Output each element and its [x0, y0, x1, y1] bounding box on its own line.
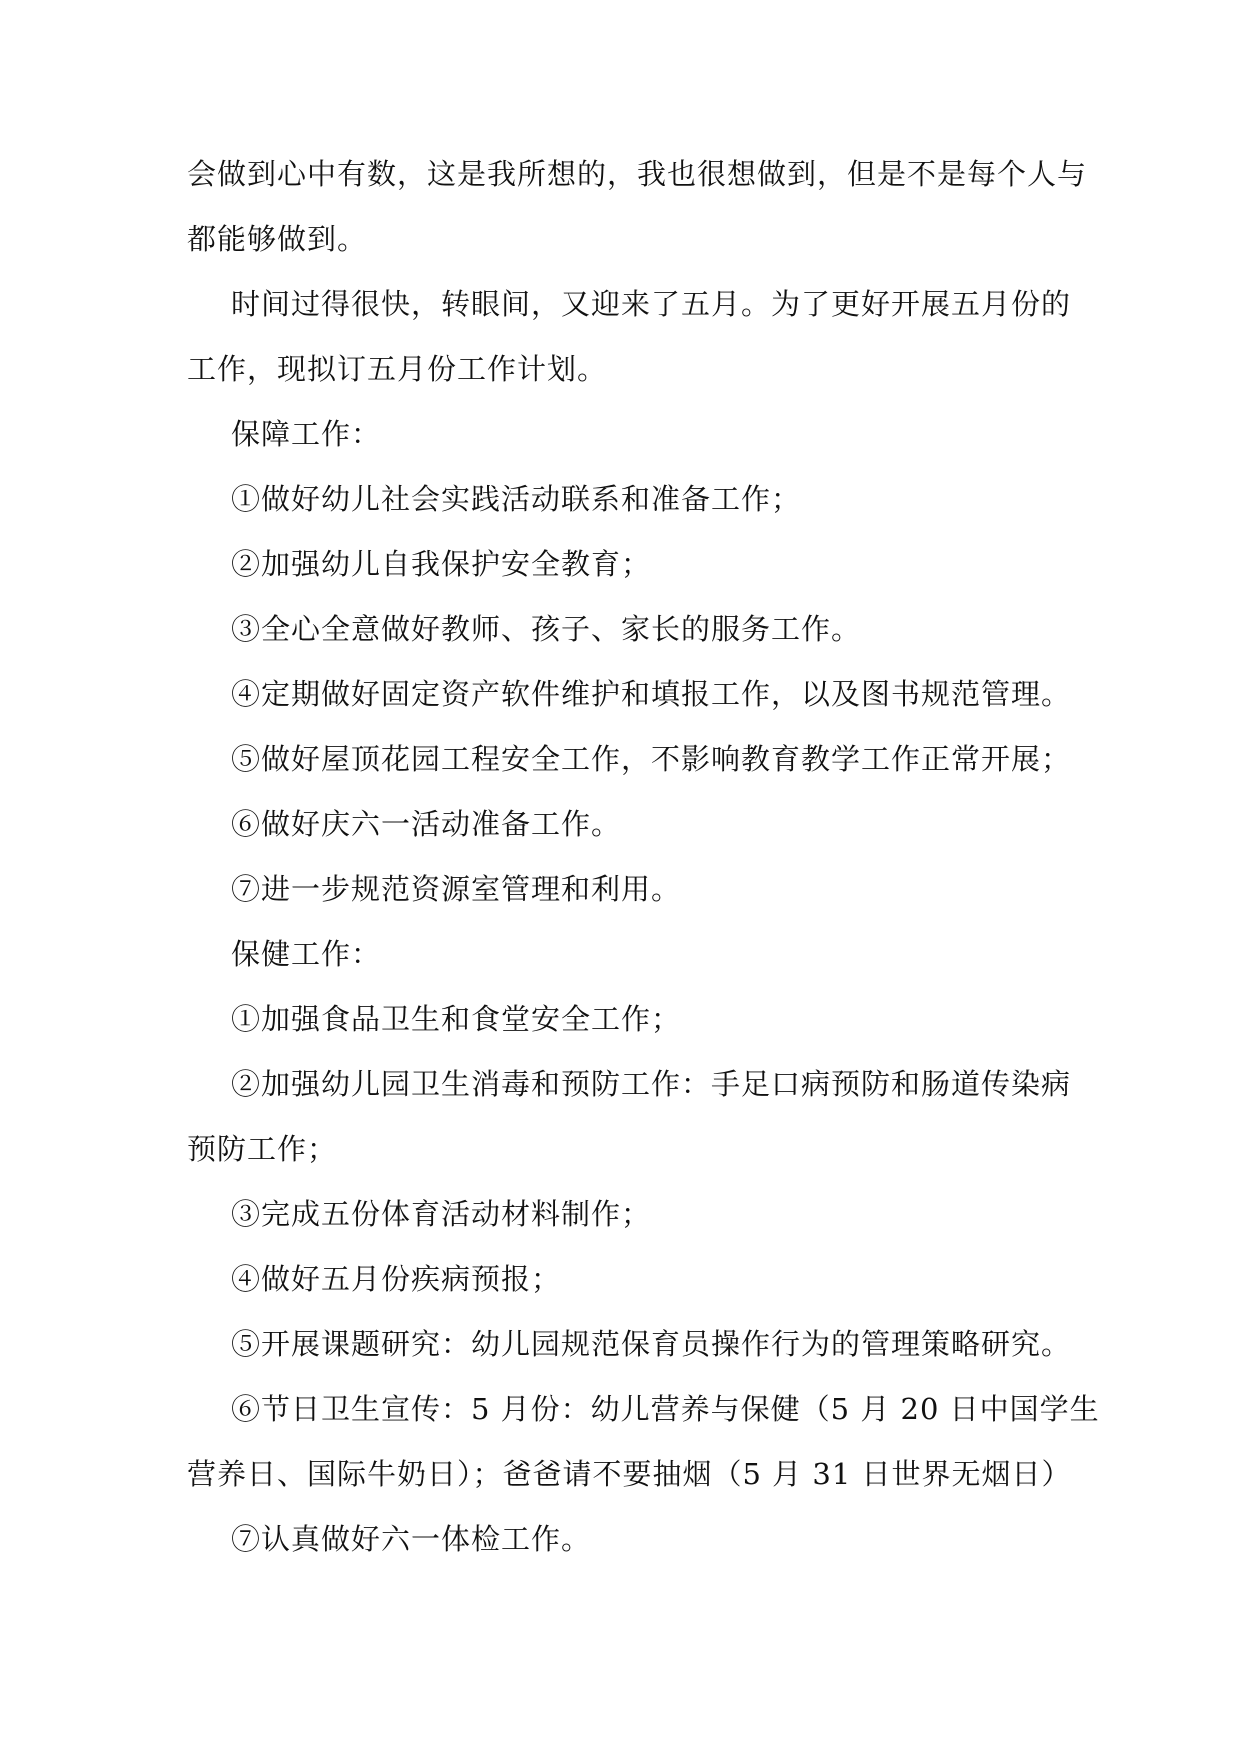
- section-heading: 保健工作：: [231, 937, 382, 971]
- list-item: ⑦进一步规范资源室管理和利用。: [231, 872, 682, 906]
- list-item-continuation: 预防工作；: [187, 1132, 338, 1166]
- list-item: ②加强幼儿园卫生消毒和预防工作：手足口病预防和肠道传染病: [231, 1067, 1072, 1101]
- list-item: ③全心全意做好教师、孩子、家长的服务工作。: [231, 612, 862, 646]
- list-item: ⑤做好屋顶花园工程安全工作，不影响教育教学工作正常开展；: [231, 742, 1072, 776]
- paragraph-line: 都能够做到。: [187, 222, 368, 256]
- list-item: ⑥节日卫生宣传：5 月份：幼儿营养与保健（5 月 20 日中国学生: [231, 1392, 1100, 1426]
- list-item-continuation: 营养日、国际牛奶日）；爸爸请不要抽烟（5 月 31 日世界无烟日）: [187, 1457, 1072, 1491]
- list-item: ①加强食品卫生和食堂安全工作；: [231, 1002, 682, 1036]
- list-item: ⑤开展课题研究：幼儿园规范保育员操作行为的管理策略研究。: [231, 1327, 1072, 1361]
- document-body: [187, 156, 1100, 1586]
- list-item: ④做好五月份疾病预报；: [231, 1262, 562, 1296]
- list-item: ⑥做好庆六一活动准备工作。: [231, 807, 622, 841]
- section-heading: 保障工作：: [231, 417, 382, 451]
- paragraph-line: 时间过得很快，转眼间，又迎来了五月。为了更好开展五月份的: [231, 287, 1072, 321]
- paragraph-line: 会做到心中有数，这是我所想的，我也很想做到，但是不是每个人与: [187, 157, 1088, 191]
- list-item: ①做好幼儿社会实践活动联系和准备工作；: [231, 482, 802, 516]
- list-item: ②加强幼儿自我保护安全教育；: [231, 547, 652, 581]
- list-item: ③完成五份体育活动材料制作；: [231, 1197, 652, 1231]
- list-item: ⑦认真做好六一体检工作。: [231, 1522, 592, 1556]
- paragraph-line: 工作，现拟订五月份工作计划。: [187, 352, 608, 386]
- list-item: ④定期做好固定资产软件维护和填报工作，以及图书规范管理。: [231, 677, 1072, 711]
